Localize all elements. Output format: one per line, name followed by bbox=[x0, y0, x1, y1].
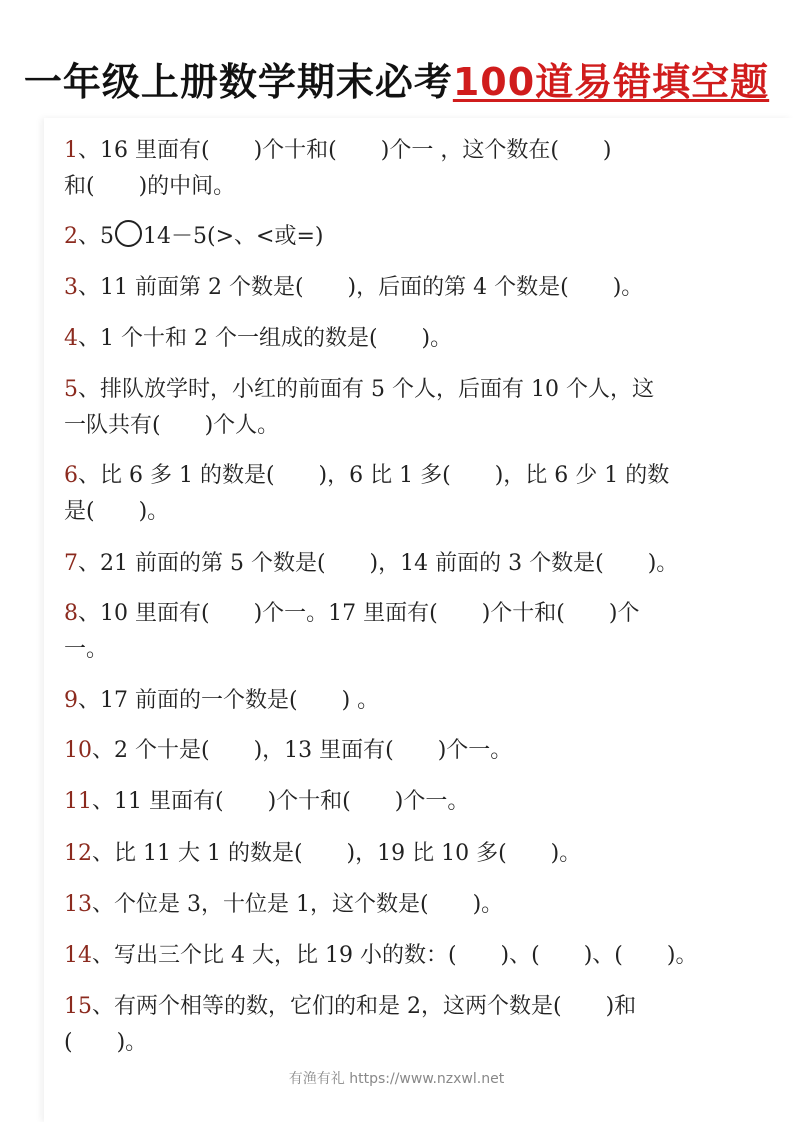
footer-watermark: 有渔有礼 https://www.nzxwl.net bbox=[288, 1071, 505, 1087]
question-9: 9、17 前面的一个数是( ) 。 bbox=[64, 688, 380, 713]
question-5: 5、排队放学时，小红的前面有 5 个人，后面有 10 个人，这 一队共有( )个人。 bbox=[64, 377, 654, 438]
question-3: 3、11 前面第 2 个数是( )，后面的第 4 个数是( )。 bbox=[64, 275, 644, 300]
question-11: 11、11 里面有( )个十和( )个一。 bbox=[64, 789, 470, 814]
question-6: 6、比 6 多 1 的数是( )，6 比 1 多( )，比 6 少 1 的数 是( )。 bbox=[64, 463, 670, 524]
title-highlight: 100道易错填空题 bbox=[452, 60, 770, 104]
question-10: 10、2 个十是( )，13 里面有( )个一。 bbox=[64, 738, 513, 763]
question-1: 1、16 里面有( )个十和( )个一 ，这个数在( ) 和( )的中间。 bbox=[64, 138, 612, 199]
page-title bbox=[0, 58, 793, 106]
question-4: 4、1 个十和 2 个一组成的数是( )。 bbox=[64, 326, 453, 351]
question-7: 7、21 前面的第 5 个数是( )，14 前面的 3 个数是( )。 bbox=[64, 551, 679, 576]
question-14: 14、写出三个比 4 大，比 19 小的数：( )、( )、( )。 bbox=[64, 943, 698, 968]
question-12: 12、比 11 大 1 的数是( )，19 比 10 多( )。 bbox=[64, 841, 582, 866]
question-2: 2、5 14－5(>、<或=) bbox=[64, 219, 736, 255]
question-13: 13、个位是 3，十位是 1，这个数是( )。 bbox=[64, 892, 504, 917]
question-15: 15、有两个相等的数，它们的和是 2，这两个数是( )和 ( )。 bbox=[64, 994, 637, 1055]
question-8: 8、10 里面有( )个一。17 里面有( )个十和( )个 一。 bbox=[64, 601, 640, 662]
comparison-circle-icon bbox=[115, 220, 142, 247]
title-main: 一年级上册数学期末必考 bbox=[23, 60, 453, 104]
